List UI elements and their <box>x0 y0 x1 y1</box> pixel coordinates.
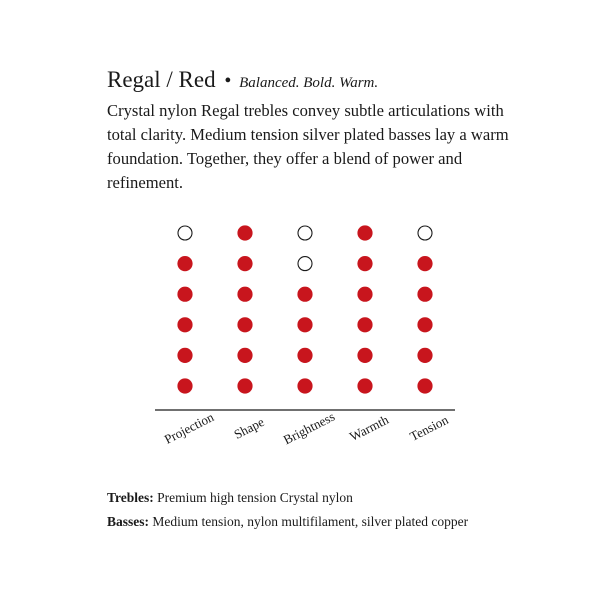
rating-dot-filled <box>177 317 192 332</box>
product-tagline: Balanced. Bold. Warm. <box>239 75 379 91</box>
category-label-warmth: Warmth <box>347 411 391 445</box>
rating-dot-filled <box>237 287 252 302</box>
rating-dot-filled <box>357 256 372 271</box>
rating-dot-filled <box>357 317 372 332</box>
rating-dot-filled <box>417 348 432 363</box>
category-label-shape: Shape <box>231 414 267 442</box>
rating-dot-filled <box>237 256 252 271</box>
category-label-projection: Projection <box>161 409 217 447</box>
rating-dot-empty <box>178 226 192 240</box>
rating-dot-filled <box>297 348 312 363</box>
basses-value: Medium tension, nylon multifilament, silver plated copper <box>152 514 469 529</box>
rating-dot-empty <box>418 226 432 240</box>
rating-dot-filled <box>297 378 312 393</box>
rating-dot-filled <box>357 378 372 393</box>
rating-dot-filled <box>297 287 312 302</box>
rating-dot-filled <box>237 317 252 332</box>
product-title: Regal / Red <box>107 67 216 92</box>
rating-dot-filled <box>417 256 432 271</box>
rating-dot-filled <box>357 225 372 240</box>
rating-dot-filled <box>417 378 432 393</box>
basses-spec <box>107 510 468 534</box>
product-description: Crystal nylon Regal trebles convey subtle articulations with total clarity. Medium tension silver plated basses lay a warm foundation. Together, they offer a blend of power and refinement. <box>107 101 509 192</box>
rating-dot-filled <box>237 225 252 240</box>
rating-dot-filled <box>417 317 432 332</box>
category-label-brightness: Brightness <box>280 408 338 448</box>
rating-dot-empty <box>298 226 312 240</box>
rating-dot-filled <box>297 317 312 332</box>
trebles-value: Premium high tension Crystal nylon <box>157 490 353 505</box>
rating-dots <box>177 225 432 393</box>
rating-dot-filled <box>177 348 192 363</box>
trebles-spec <box>107 486 468 510</box>
title-bullet: • <box>224 70 232 92</box>
trebles-label: Trebles: <box>107 490 154 505</box>
rating-dot-empty <box>298 257 312 271</box>
rating-dot-filled <box>237 348 252 363</box>
category-labels <box>162 409 451 448</box>
rating-dot-filled <box>417 287 432 302</box>
rating-dot-filled <box>177 287 192 302</box>
rating-dot-filled <box>177 378 192 393</box>
rating-dot-filled <box>177 256 192 271</box>
rating-dot-filled <box>357 348 372 363</box>
rating-dot-filled <box>357 287 372 302</box>
category-label-tension: Tension <box>407 412 451 444</box>
footer-specs <box>107 486 468 534</box>
basses-label: Basses: <box>107 514 150 529</box>
rating-dot-filled <box>237 378 252 393</box>
